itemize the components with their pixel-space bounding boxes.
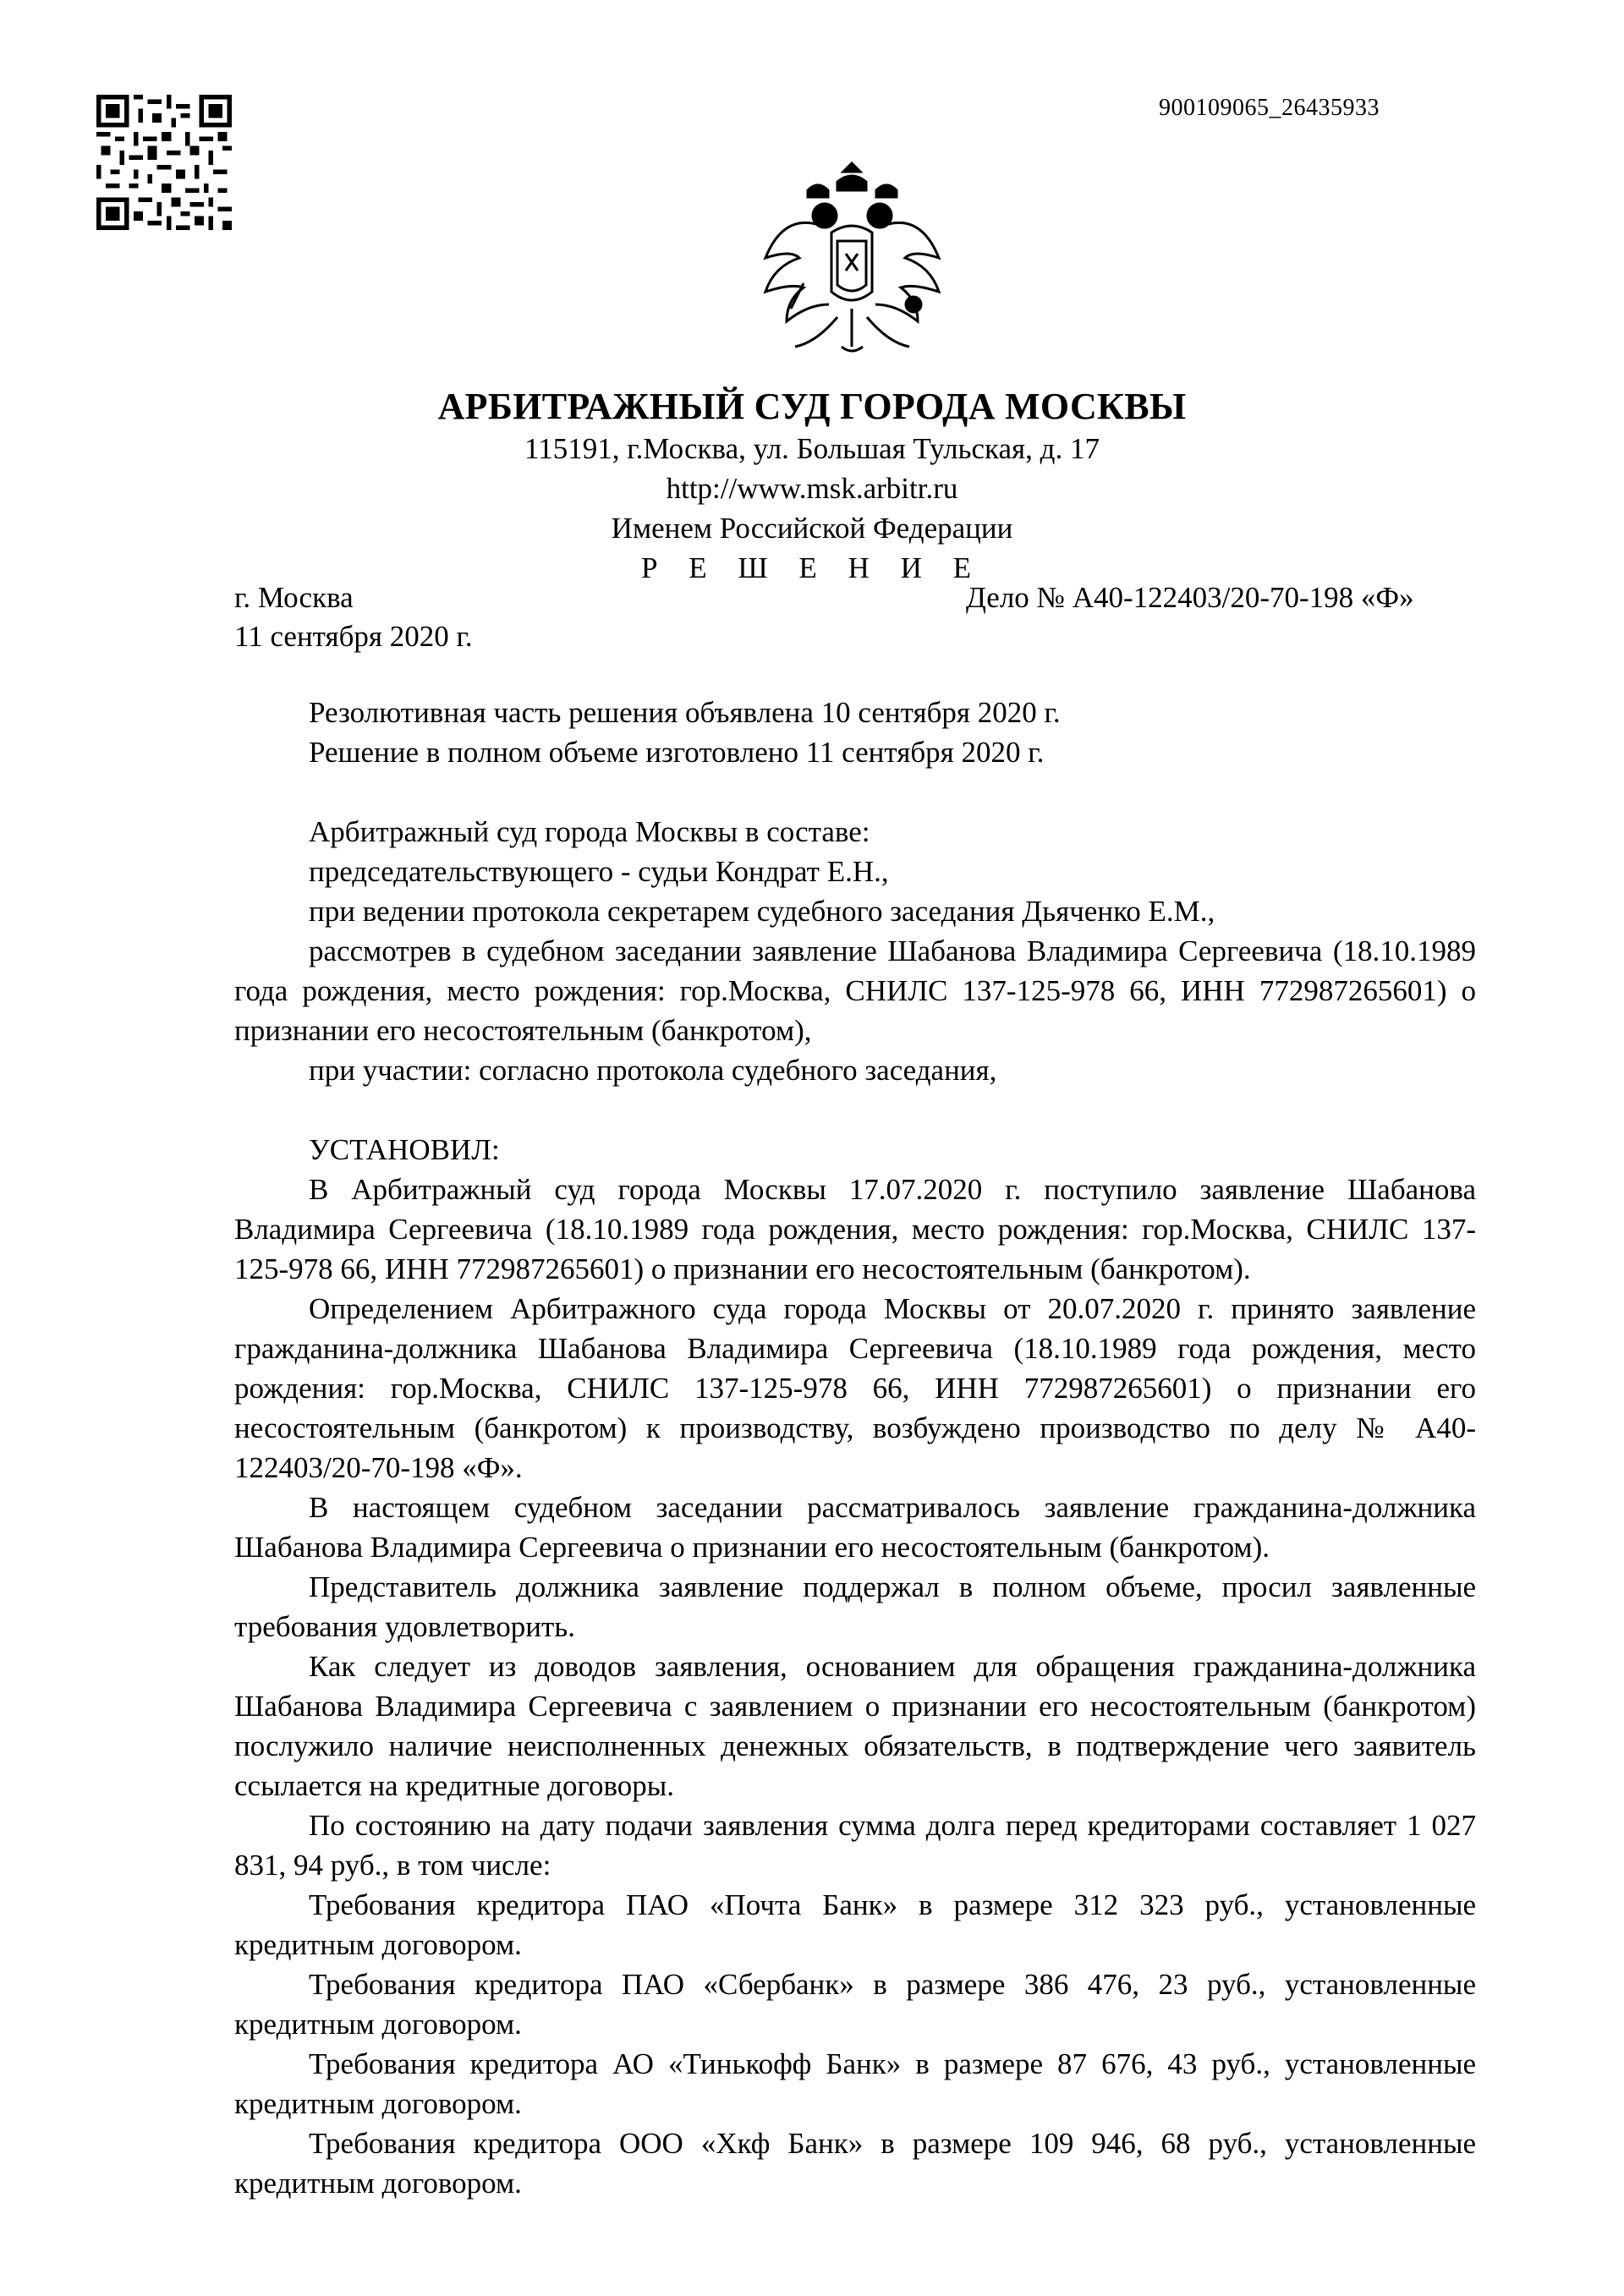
document-id: 900109065_26435933 bbox=[1159, 95, 1380, 121]
court-website: http://www.msk.arbitr.ru bbox=[666, 472, 958, 505]
secretary-line: при ведении протокола секретарем судебного заседания Дьяченко Е.М., bbox=[309, 895, 1215, 928]
qr-code-icon bbox=[96, 95, 232, 230]
produced-line: Решение в полном объеме изготовлено 11 сентября 2020 г. bbox=[309, 736, 1045, 769]
creditor-claim-paragraph: Требования кредитора ПАО «Почта Банк» в размере 312 323 руб., установленные кредитным договором. bbox=[234, 1888, 1476, 1961]
case-number: Дело № А40-122403/20-70-198 «Ф» bbox=[966, 581, 1414, 614]
creditor-claim-paragraph: Требования кредитора ООО «Хкф Банк» в размере 109 946, 68 руб., установленные кредитным договором. bbox=[234, 2127, 1476, 2200]
creditor-claim-paragraph: Требования кредитора АО «Тинькофф Банк» в размере 87 676, 43 руб., установленные кредитным договором. bbox=[234, 2047, 1476, 2120]
body-paragraph: По состоянию на дату подачи заявления сумма долга перед кредиторами составляет 1 027 831, 94 руб., в том числе: bbox=[234, 1809, 1476, 1882]
body-paragraph: Как следует из доводов заявления, основанием для обращения гражданина-должника Шабанова Владимира Сергеевича с заявлением о признании его несостоятельным (банкротом) послужило наличие неисполненных денежных обязательств, в подтверждение чего заявитель ссылается на кредитные договоры. bbox=[234, 1650, 1476, 1802]
participation-line: при участии: согласно протокола судебного заседания, bbox=[309, 1054, 997, 1087]
established-heading: УСТАНОВИЛ: bbox=[309, 1133, 500, 1166]
body-paragraph: В Арбитражный суд города Москвы 17.07.2020 г. поступило заявление Шабанова Владимира Сергеевича (18.10.1989 года рождения, место рождения: гор.Москва, СНИЛС 137-125-978 66, ИНН 772987265601) о признании его несостоятельным (банкротом). bbox=[234, 1173, 1476, 1285]
announced-line: Резолютивная часть решения объявлена 10 сентября 2020 г. bbox=[309, 696, 1061, 729]
body-paragraph: В настоящем судебном заседании рассматривалось заявление гражданина-должника Шабанова Владимира Сергеевича о признании его несостоятельным (банкротом). bbox=[234, 1491, 1476, 1564]
court-header bbox=[0, 385, 1624, 588]
body-paragraph: Представитель должника заявление поддержал в полном объеме, просил заявленные требования удовлетворить. bbox=[234, 1570, 1476, 1643]
creditor-claim-paragraph: Требования кредитора ПАО «Сбербанк» в размере 386 476, 23 руб., установленные кредитным договором. bbox=[234, 1968, 1476, 2041]
decision-date: 11 сентября 2020 г. bbox=[234, 620, 473, 653]
decision-body bbox=[234, 693, 1476, 2203]
composition-line: Арбитражный суд города Москвы в составе: bbox=[309, 815, 870, 848]
document-type-title: Р Е Ш Е Н И Е bbox=[641, 551, 983, 584]
city: г. Москва bbox=[234, 581, 354, 614]
considered-paragraph: рассмотрев в судебном заседании заявление Шабанова Владимира Сергеевича (18.10.1989 года рождения, место рождения: гор.Москва, СНИЛС 137-125-978 66, ИНН 772987265601) о признании его несостоятельным (банкротом), bbox=[234, 934, 1476, 1047]
in-name-of: Именем Российской Федерации bbox=[611, 512, 1013, 545]
court-address: 115191, г.Москва, ул. Большая Тульская, д. 17 bbox=[524, 432, 1100, 465]
court-name: АРБИТРАЖНЫЙ СУД ГОРОДА МОСКВЫ bbox=[437, 386, 1187, 427]
presiding-judge-line: председательствующего - судьи Кондрат Е.Н., bbox=[309, 855, 889, 888]
body-paragraph: Определением Арбитражного суда города Москвы от 20.07.2020 г. принято заявление гражданина-должника Шабанова Владимира Сергеевича (18.10.1989 года рождения, место рождения: гор.Москва, СНИЛС 137-125-978 66, ИНН 772987265601) о признании его несостоятельным (банкротом) к производству, возбуждено производство по делу № А40-122403/20-70-198 «Ф». bbox=[234, 1292, 1476, 1484]
double-headed-eagle-emblem-icon bbox=[757, 156, 947, 372]
